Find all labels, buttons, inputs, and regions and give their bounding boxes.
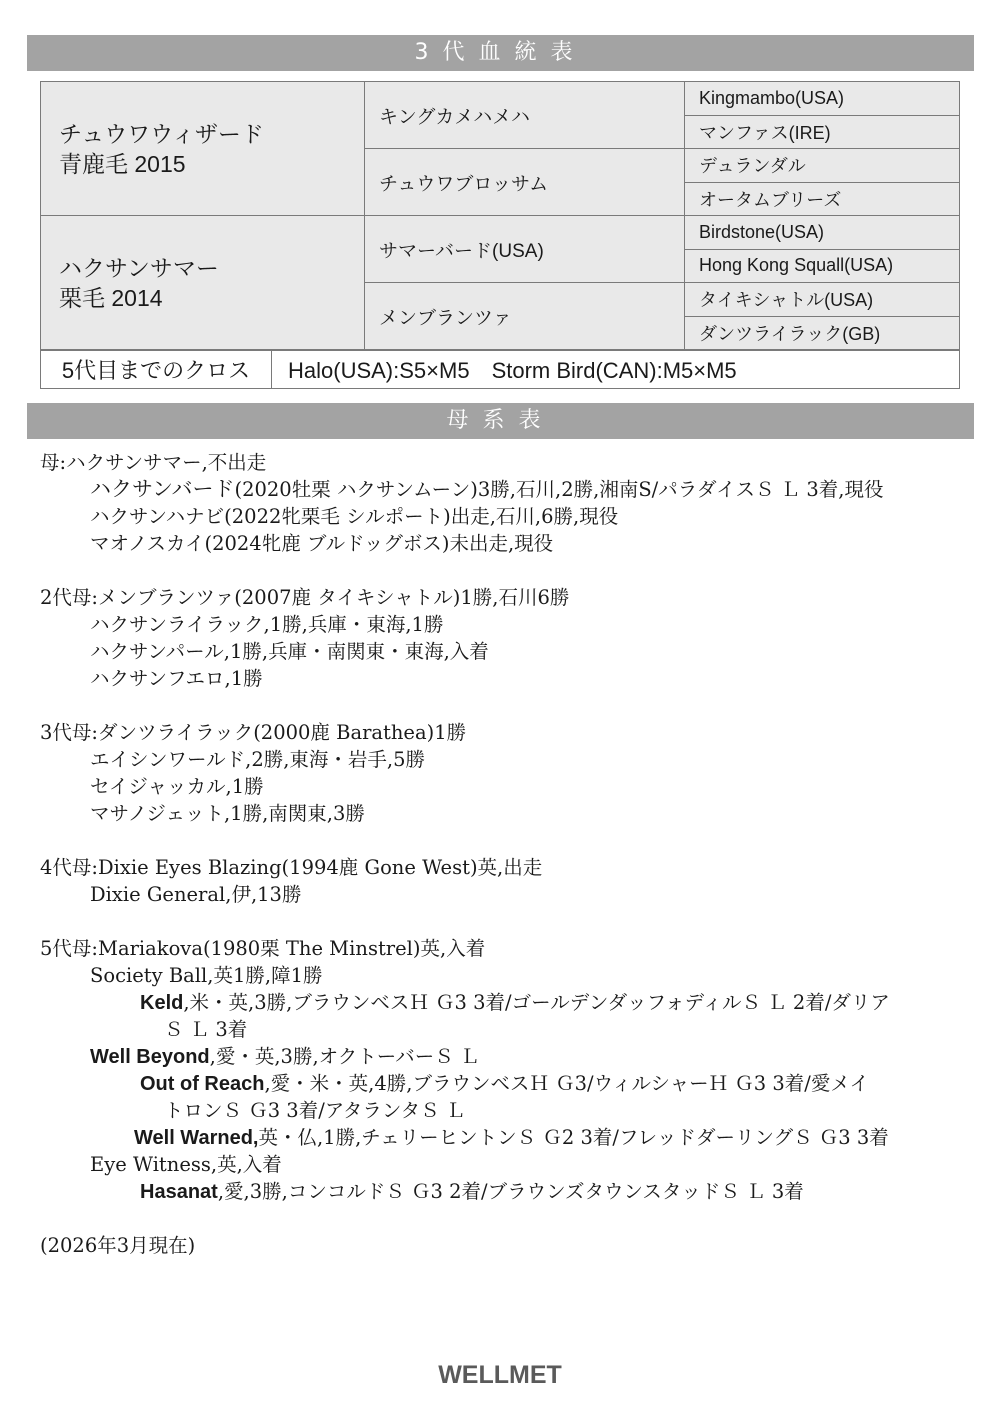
- dam-cell: [41, 216, 365, 350]
- dam-sire: サマーバード(USA): [365, 216, 685, 283]
- dam-name: ハクサンサマー: [59, 254, 219, 281]
- list-item: ハクサンハナビ(2022牝栗毛 シルポート)出走,石川,6勝,現役: [90, 505, 619, 528]
- ancestor-cell: マンファス(IRE): [685, 115, 960, 149]
- cross-label: 5代目までのクロス: [41, 351, 272, 389]
- list-item: マオノスカイ(2024牝鹿 ブルドッグボス)未出走,現役: [90, 532, 554, 555]
- list-item: エイシンワールド,2勝,東海・岩手,5勝: [90, 748, 426, 771]
- list-item: ハクサンバード(2020牡栗 ハクサンムーン)3勝,石川,2勝,湘南S/パラダイスＳ Ｌ 3着,現役: [90, 478, 884, 501]
- list-item: ハクサンパール,1勝,兵庫・南関東・東海,入着: [90, 640, 489, 663]
- list-item: Dixie General,伊,13勝: [90, 883, 302, 906]
- list-item: Out of Reach,愛・米・英,4勝,ブラウンベスＨ Ｇ3/ウィルシャーＨ Ｇ3 3着/愛メイ: [140, 1072, 869, 1095]
- dam-dam: メンブランツァ: [365, 283, 685, 350]
- sire-cell: [41, 82, 365, 216]
- list-item: ハクサンライラック,1勝,兵庫・東海,1勝: [90, 613, 444, 636]
- as-of-note: (2026年3月現在): [40, 1234, 196, 1257]
- horse-name-bold: Hasanat: [140, 1181, 218, 1203]
- list-item: Well Beyond,愛・英,3勝,オクトーバーＳ Ｌ: [90, 1045, 480, 1068]
- list-item: Eye Witness,英,入着: [90, 1153, 282, 1176]
- fifth-dam-line: 5代母:Mariakova(1980栗 The Minstrel)英,入着: [40, 937, 486, 960]
- ancestor-cell: Hong Kong Squall(USA): [685, 249, 960, 283]
- family-header: 母系表: [27, 403, 974, 439]
- dam-color-year: 栗毛 2014: [59, 284, 163, 311]
- list-item: ハクサンフエロ,1勝: [90, 667, 263, 690]
- list-item: Hasanat,愛,3勝,コンコルドＳ Ｇ3 2着/ブラウンズタウンスタッドＳ Ｌ 3着: [140, 1180, 804, 1203]
- ancestor-cell: オータムブリーズ: [685, 182, 960, 216]
- ancestor-cell: デュランダル: [685, 149, 960, 183]
- cross-value: Halo(USA):S5×M5 Storm Bird(CAN):M5×M5: [272, 351, 960, 389]
- ancestor-cell: タイキシャトル(USA): [685, 283, 960, 317]
- horse-name-bold: Well Beyond: [90, 1046, 210, 1068]
- horse-name-bold: Out of Reach: [140, 1073, 265, 1095]
- list-item: Well Warned,英・仏,1勝,チェリーヒントンＳ Ｇ2 3着/フレッドダーリングＳ Ｇ3 3着: [134, 1126, 889, 1149]
- pedigree-header: 3代血統表: [27, 35, 974, 71]
- pedigree-table: [40, 81, 960, 350]
- list-item-continued: トロンＳ Ｇ3 3着/アタランタＳ Ｌ: [164, 1099, 466, 1122]
- sire-dam: チュウワブロッサム: [365, 149, 685, 216]
- dam-line: 母:ハクサンサマー,不出走: [40, 451, 267, 474]
- list-item: セイジャッカル,1勝: [90, 775, 264, 798]
- sire-sire: キングカメハメハ: [365, 82, 685, 149]
- wellmet-logo: WELLMET: [438, 1361, 562, 1389]
- sire-name: チュウワウィザード: [59, 120, 264, 147]
- list-item: Keld,米・英,3勝,ブラウンベスＨ Ｇ3 3着/ゴールデンダッフォディルＳ Ｌ 2着/ダリア: [140, 991, 890, 1014]
- list-item: Society Ball,英1勝,障1勝: [90, 964, 323, 987]
- list-item-continued: Ｓ Ｌ 3着: [164, 1018, 248, 1041]
- horse-name-bold: ハクサンバード: [90, 478, 235, 501]
- family-list: [40, 449, 970, 1259]
- fourth-dam-line: 4代母:Dixie Eyes Blazing(1994鹿 Gone West)英,出走: [40, 856, 543, 879]
- second-dam-line: 2代母:メンブランツァ(2007鹿 タイキシャトル)1勝,石川6勝: [40, 586, 570, 609]
- inbreeding-cross-table: [40, 350, 960, 389]
- sire-color-year: 青鹿毛 2015: [59, 150, 186, 177]
- horse-name-bold: Keld: [140, 992, 184, 1014]
- ancestor-cell: Birdstone(USA): [685, 216, 960, 250]
- third-dam-line: 3代母:ダンツライラック(2000鹿 Barathea)1勝: [40, 721, 467, 744]
- list-item: マサノジェット,1勝,南関東,3勝: [90, 802, 365, 825]
- ancestor-cell: ダンツライラック(GB): [685, 316, 960, 350]
- horse-name-bold: Well Warned,: [134, 1127, 259, 1149]
- ancestor-cell: Kingmambo(USA): [685, 82, 960, 116]
